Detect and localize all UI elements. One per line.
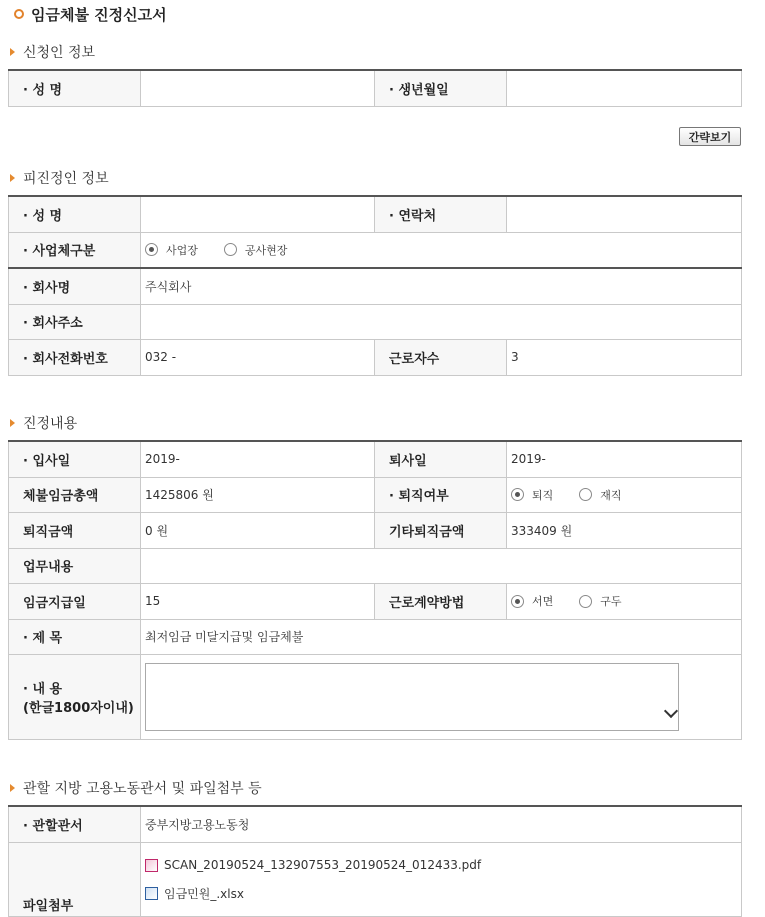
applicant-name-field[interactable] xyxy=(141,70,375,106)
retired-option-retired[interactable]: 퇴직 xyxy=(511,487,553,503)
workers-count-label: 근로자수 xyxy=(375,339,507,375)
bullet-ring-icon xyxy=(14,9,24,19)
company-name-label: · 회사명 xyxy=(9,268,141,304)
section-applicant-title: 신청인 정보 xyxy=(10,42,95,62)
respondent-name-field[interactable] xyxy=(141,196,375,232)
biz-type-option-workplace[interactable]: 사업장 xyxy=(145,242,198,258)
respondent-contact-field[interactable] xyxy=(507,196,742,232)
other-severance-field[interactable]: 333409 원 xyxy=(507,512,742,548)
contract-method-label: 근로계약방법 xyxy=(375,583,507,619)
company-phone-field[interactable]: 032 - xyxy=(141,339,375,375)
respondent-name-label: · 성 명 xyxy=(9,196,141,232)
page-title xyxy=(14,4,167,24)
attach-file-list xyxy=(141,842,742,916)
biz-type-radio-group xyxy=(141,232,742,268)
severance-field[interactable]: 0 원 xyxy=(141,512,375,548)
hire-date-label: · 입사일 xyxy=(9,441,141,477)
radio-unchecked-icon[interactable] xyxy=(579,488,592,501)
company-phone-label: · 회사전화번호 xyxy=(9,339,141,375)
triangle-bullet-icon xyxy=(10,174,15,182)
biz-type-label: · 사업체구분 xyxy=(9,232,141,268)
brief-view-button[interactable]: 간략보기 xyxy=(679,127,741,146)
workers-count-field[interactable]: 3 xyxy=(507,339,742,375)
body-cell xyxy=(141,654,742,739)
contract-method-radio-group xyxy=(507,583,742,619)
radio-checked-icon[interactable] xyxy=(511,488,524,501)
biz-type-option-construction[interactable]: 공사현장 xyxy=(224,242,288,258)
applicant-table xyxy=(8,69,742,107)
content-table xyxy=(8,440,742,740)
leave-date-field[interactable]: 2019- xyxy=(507,441,742,477)
chevron-down-icon[interactable] xyxy=(664,703,678,717)
attach-label: 파일첨부 xyxy=(9,842,141,916)
radio-unchecked-icon[interactable] xyxy=(224,243,237,256)
radio-unchecked-icon[interactable] xyxy=(579,595,592,608)
retired-status-radio-group xyxy=(507,477,742,512)
excel-file-icon xyxy=(145,887,158,900)
duty-label: 업무내용 xyxy=(9,548,141,583)
attached-file-xlsx[interactable]: 임금민원_.xlsx xyxy=(145,879,737,907)
payday-field[interactable]: 15 xyxy=(141,583,375,619)
company-address-label: · 회사주소 xyxy=(9,304,141,339)
unpaid-total-field[interactable]: 1425806 원 xyxy=(141,477,375,512)
section-content-title: 진정내용 xyxy=(10,413,77,433)
pdf-file-icon xyxy=(145,859,158,872)
applicant-name-label: · 성 명 xyxy=(9,70,141,106)
office-field[interactable]: 중부지방고용노동청 xyxy=(141,806,742,842)
applicant-birth-field[interactable] xyxy=(507,70,742,106)
unpaid-total-label: 체불임금총액 xyxy=(9,477,141,512)
body-textarea[interactable] xyxy=(145,663,679,731)
section-office-title: 관할 지방 고용노동관서 및 파일첨부 등 xyxy=(10,778,262,798)
contract-option-verbal[interactable]: 구두 xyxy=(579,593,621,609)
page-title-text: 임금체불 진정신고서 xyxy=(31,5,167,24)
attached-file-pdf[interactable]: SCAN_20190524_132907553_20190524_012433.pdf xyxy=(145,851,737,879)
applicant-birth-label: · 생년월일 xyxy=(375,70,507,106)
triangle-bullet-icon xyxy=(10,784,15,792)
triangle-bullet-icon xyxy=(10,419,15,427)
payday-label: 임금지급일 xyxy=(9,583,141,619)
respondent-contact-label: · 연락처 xyxy=(375,196,507,232)
company-name-field[interactable]: 주식회사 xyxy=(141,268,742,304)
duty-field[interactable] xyxy=(141,548,742,583)
office-table xyxy=(8,805,742,917)
hire-date-field[interactable]: 2019- xyxy=(141,441,375,477)
contract-option-written[interactable]: 서면 xyxy=(511,593,553,609)
body-label: · 내 용 (한글1800자이내) xyxy=(9,654,141,739)
office-label: · 관할관서 xyxy=(9,806,141,842)
textarea-scrollbar[interactable] xyxy=(664,664,678,730)
respondent-table xyxy=(8,195,742,376)
other-severance-label: 기타퇴직금액 xyxy=(375,512,507,548)
retired-option-employed[interactable]: 재직 xyxy=(579,487,621,503)
section-respondent-title: 피진정인 정보 xyxy=(10,168,109,188)
subject-label: · 제 목 xyxy=(9,619,141,654)
retired-status-label: · 퇴직여부 xyxy=(375,477,507,512)
company-address-field[interactable] xyxy=(141,304,742,339)
radio-checked-icon[interactable] xyxy=(511,595,524,608)
triangle-bullet-icon xyxy=(10,48,15,56)
radio-checked-icon[interactable] xyxy=(145,243,158,256)
leave-date-label: 퇴사일 xyxy=(375,441,507,477)
severance-label: 퇴직금액 xyxy=(9,512,141,548)
subject-field[interactable]: 최저임금 미달지급및 임금체불 xyxy=(141,619,742,654)
